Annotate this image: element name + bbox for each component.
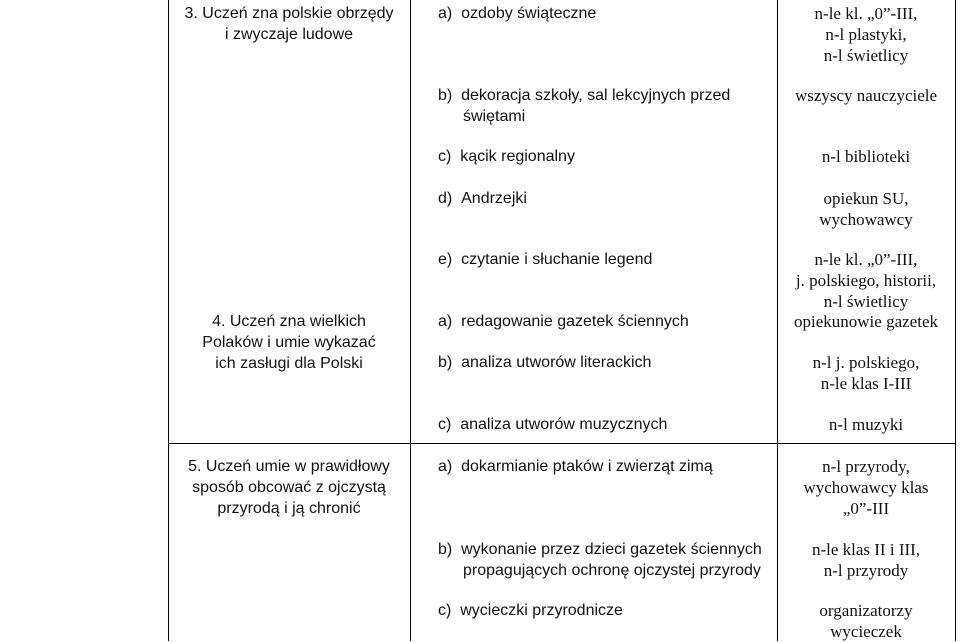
activity-4b: b) analiza utworów literackich — [438, 354, 652, 371]
responsible-3a: n-le kl. „0”-III, n-l plastyki, n-l świetlicy — [814, 4, 918, 65]
goal-3: 3. Uczeń zna polskie obrzędy i zwyczaje ludowe — [184, 5, 394, 43]
responsible-3d: opiekun SU, wychowawcy — [819, 189, 913, 229]
responsible-3c: n-l biblioteki — [821, 147, 911, 166]
goal-5: 5. Uczeń umie w prawidłowy sposób obcować z ojczystą przyrodą i ją chronić — [188, 458, 390, 517]
responsible-3e: n-le kl. „0”-III, j. polskiego, historii, n-l świetlicy — [795, 250, 937, 311]
activity-3a: a) ozdoby świąteczne — [438, 5, 597, 22]
activity-5b: b) wykonanie przez dzieci gazetek ściennych propagujących ochronę ojczystej przyrody — [438, 541, 762, 579]
table-divider-activity — [777, 0, 778, 641]
activity-5c: c) wycieczki przyrodnicze — [438, 602, 623, 619]
responsible-5b: n-le klas II i III, n-l przyrody — [811, 540, 921, 580]
table-border-right — [955, 0, 956, 641]
activity-3e: e) czytanie i słuchanie legend — [438, 251, 653, 268]
activity-3b: b) dekoracja szkoły, sal lekcyjnych przed świętami — [438, 87, 731, 125]
activity-3d: d) Andrzejki — [438, 190, 527, 207]
row-separator — [168, 443, 956, 444]
activity-3c: c) kącik regionalny — [438, 148, 575, 165]
responsible-4a: opiekunowie gazetek — [794, 312, 938, 331]
responsible-5a: n-l przyrody, wychowawcy klas „0”-III — [803, 457, 929, 518]
responsible-4b: n-l j. polskiego, n-le klas I-III — [812, 353, 920, 393]
table-divider-goal — [410, 0, 411, 641]
goal-4: 4. Uczeń zna wielkich Polaków i umie wykazać ich zasługi dla Polski — [202, 313, 376, 372]
responsible-3b: wszyscy nauczyciele — [794, 86, 938, 105]
responsible-5c: organizatorzy wycieczek — [819, 601, 913, 641]
responsible-4c: n-l muzyki — [828, 415, 904, 434]
activity-4c: c) analiza utworów muzycznych — [438, 416, 668, 433]
activity-4a: a) redagowanie gazetek ściennych — [438, 313, 689, 330]
activity-5a: a) dokarmianie ptaków i zwierząt zimą — [438, 458, 713, 475]
table-border-left — [168, 0, 169, 641]
